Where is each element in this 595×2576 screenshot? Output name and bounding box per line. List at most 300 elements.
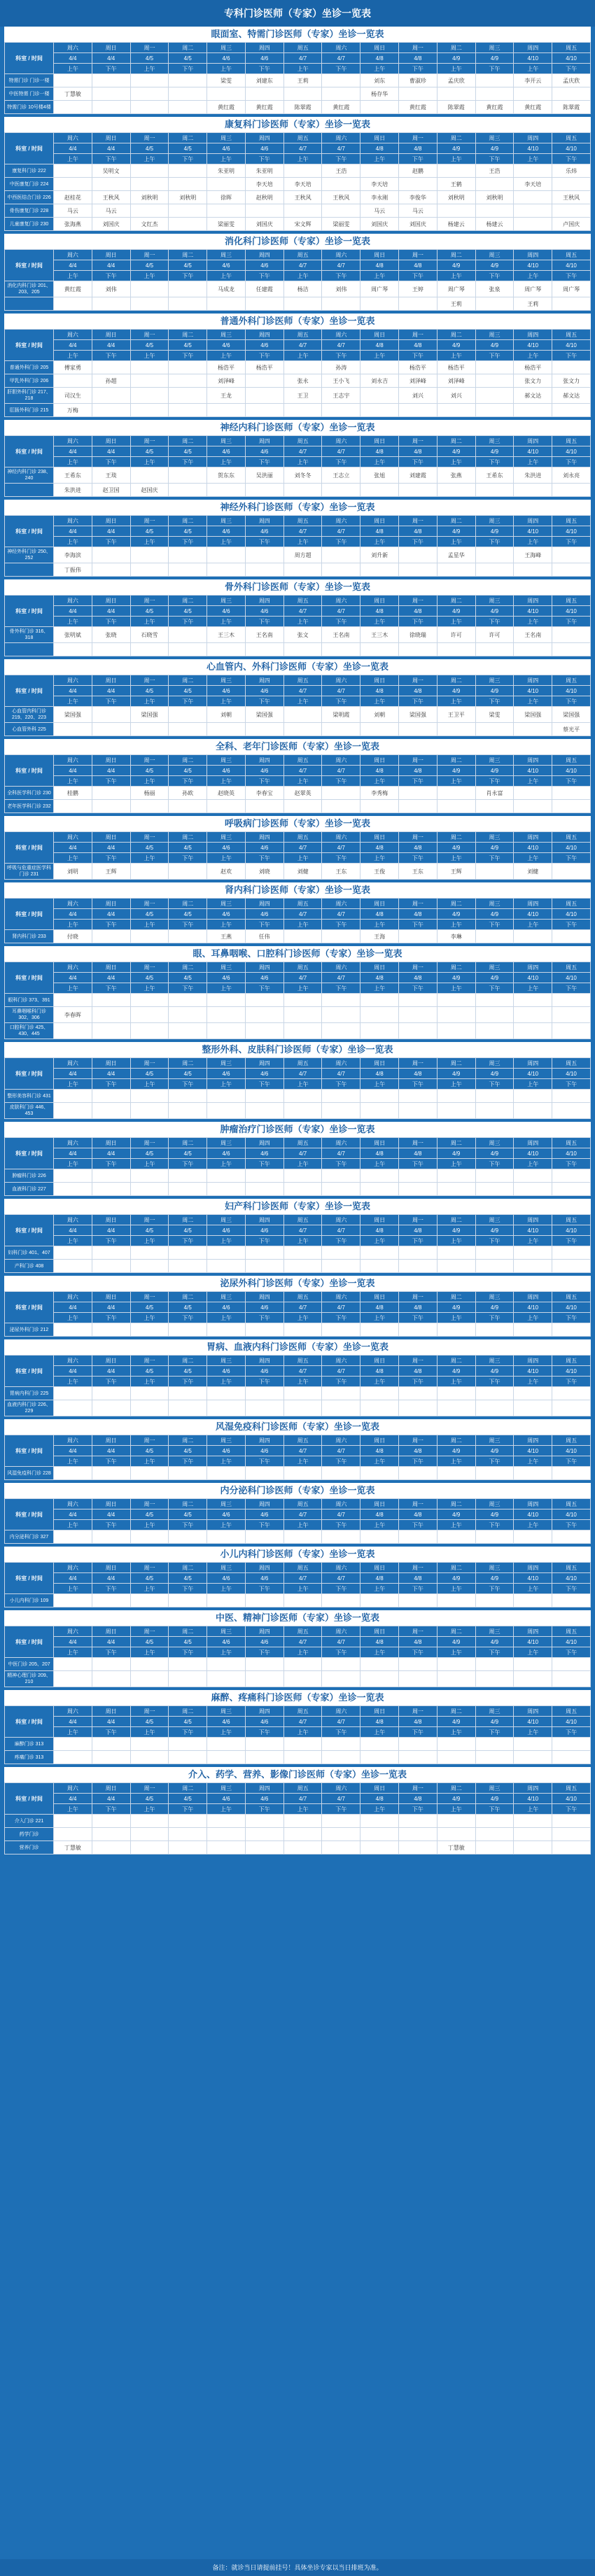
header-day-row bbox=[5, 250, 591, 260]
header-date: 4/4 bbox=[54, 1148, 92, 1159]
doctor-cell bbox=[514, 1246, 552, 1260]
room-name bbox=[5, 563, 54, 577]
doctor-cell: 李秀梅 bbox=[360, 787, 399, 800]
doctor-cell bbox=[552, 930, 591, 943]
header-date: 4/10 bbox=[514, 606, 552, 617]
header-day: 周六 bbox=[54, 832, 92, 843]
header-date-row bbox=[5, 53, 591, 64]
header-date: 4/6 bbox=[245, 973, 284, 983]
schedule-section bbox=[4, 314, 591, 420]
header-date: 4/5 bbox=[169, 1717, 207, 1727]
header-day: 周六 bbox=[322, 330, 360, 340]
doctor-cell bbox=[475, 1387, 514, 1400]
doctor-cell bbox=[360, 1007, 399, 1023]
header-day: 周日 bbox=[92, 899, 130, 909]
header-shift: 上午 bbox=[514, 1313, 552, 1323]
header-day-row bbox=[5, 1626, 591, 1637]
header-shift: 下午 bbox=[475, 1236, 514, 1246]
header-shift: 下午 bbox=[92, 1727, 130, 1738]
schedule-table bbox=[4, 754, 591, 813]
header-day: 周四 bbox=[245, 1783, 284, 1794]
doctor-cell bbox=[207, 1023, 246, 1039]
doctor-cell bbox=[245, 1594, 284, 1607]
doctor-cell bbox=[54, 1815, 92, 1828]
doctor-cell bbox=[130, 164, 169, 178]
header-day: 周一 bbox=[130, 133, 169, 143]
header-day: 周六 bbox=[322, 436, 360, 446]
header-day: 周二 bbox=[437, 1783, 475, 1794]
header-day: 周二 bbox=[437, 1706, 475, 1717]
header-date: 4/5 bbox=[130, 843, 169, 853]
header-date-row bbox=[5, 143, 591, 154]
header-date: 4/4 bbox=[54, 1509, 92, 1520]
header-date: 4/5 bbox=[130, 1148, 169, 1159]
header-date: 4/7 bbox=[284, 1573, 322, 1584]
header-day: 周日 bbox=[92, 832, 130, 843]
header-date: 4/4 bbox=[92, 1637, 130, 1647]
table-row bbox=[5, 1467, 591, 1480]
room-name: 精神心理门诊 209、210 bbox=[5, 1671, 54, 1687]
header-shift: 下午 bbox=[322, 617, 360, 627]
header-shift: 上午 bbox=[130, 1377, 169, 1387]
doctor-cell: 杨浩平 bbox=[207, 361, 246, 374]
doctor-cell bbox=[514, 800, 552, 813]
doctor-cell: 贺东东 bbox=[207, 467, 246, 484]
corner-cell: 科室 / 时间 bbox=[5, 1783, 54, 1815]
doctor-cell bbox=[284, 1738, 322, 1751]
header-day: 周日 bbox=[92, 596, 130, 606]
header-shift: 下午 bbox=[552, 537, 591, 547]
header-date: 4/5 bbox=[169, 1446, 207, 1456]
header-shift: 下午 bbox=[169, 1313, 207, 1323]
header-day: 周一 bbox=[130, 330, 169, 340]
header-shift-row bbox=[5, 983, 591, 994]
header-day: 周六 bbox=[322, 1215, 360, 1225]
header-day: 周三 bbox=[207, 250, 246, 260]
header-date: 4/4 bbox=[54, 1225, 92, 1236]
header-date: 4/4 bbox=[54, 340, 92, 351]
header-shift: 上午 bbox=[360, 1456, 399, 1467]
header-day-row bbox=[5, 675, 591, 686]
doctor-cell bbox=[245, 1671, 284, 1687]
header-shift: 下午 bbox=[399, 537, 438, 547]
header-shift: 上午 bbox=[437, 1584, 475, 1594]
doctor-cell bbox=[437, 1815, 475, 1828]
room-name: 普通外科门诊 205 bbox=[5, 361, 54, 374]
header-shift: 上午 bbox=[207, 64, 246, 74]
header-date: 4/4 bbox=[92, 1366, 130, 1377]
header-day: 周三 bbox=[475, 1499, 514, 1509]
header-shift: 上午 bbox=[130, 457, 169, 467]
header-date: 4/9 bbox=[475, 1794, 514, 1804]
header-date: 4/10 bbox=[552, 1637, 591, 1647]
header-shift: 下午 bbox=[245, 351, 284, 361]
doctor-cell bbox=[322, 1246, 360, 1260]
header-date: 4/5 bbox=[169, 1302, 207, 1313]
header-shift-row bbox=[5, 1584, 591, 1594]
table-row bbox=[5, 218, 591, 231]
table-row bbox=[5, 74, 591, 87]
header-date: 4/7 bbox=[284, 1225, 322, 1236]
header-shift: 上午 bbox=[437, 457, 475, 467]
header-day: 周一 bbox=[130, 1563, 169, 1573]
doctor-cell bbox=[245, 484, 284, 497]
doctor-cell bbox=[245, 1260, 284, 1273]
header-shift: 上午 bbox=[284, 271, 322, 281]
doctor-cell: 王浩 bbox=[322, 164, 360, 178]
doctor-cell: 梁国强 bbox=[514, 707, 552, 723]
doctor-cell: 刘建霞 bbox=[399, 467, 438, 484]
doctor-cell bbox=[284, 1828, 322, 1841]
doctor-cell bbox=[169, 87, 207, 101]
table-row bbox=[5, 204, 591, 218]
doctor-cell: 刘升新 bbox=[360, 547, 399, 563]
doctor-cell bbox=[92, 1658, 130, 1671]
header-date: 4/8 bbox=[360, 1225, 399, 1236]
header-day: 周五 bbox=[552, 330, 591, 340]
doctor-cell bbox=[130, 1323, 169, 1337]
header-day: 周五 bbox=[552, 1706, 591, 1717]
doctor-cell bbox=[322, 1260, 360, 1273]
header-date-row bbox=[5, 686, 591, 696]
section-title: 普通外科门诊医师（专家）坐诊一览表 bbox=[4, 314, 591, 329]
header-date: 4/4 bbox=[92, 973, 130, 983]
header-day: 周六 bbox=[54, 1215, 92, 1225]
doctor-cell bbox=[284, 1323, 322, 1337]
doctor-cell: 张燕 bbox=[437, 467, 475, 484]
header-date-row bbox=[5, 1717, 591, 1727]
room-name: 药学门诊 bbox=[5, 1828, 54, 1841]
doctor-cell bbox=[514, 1671, 552, 1687]
header-shift: 下午 bbox=[92, 1520, 130, 1530]
header-shift: 上午 bbox=[437, 1727, 475, 1738]
header-date: 4/10 bbox=[552, 1509, 591, 1520]
room-name: 肝胆外科门诊 217、218 bbox=[5, 388, 54, 404]
header-shift: 下午 bbox=[322, 1236, 360, 1246]
section-title: 康复科门诊医师（专家）坐诊一览表 bbox=[4, 117, 591, 132]
header-day: 周二 bbox=[437, 1215, 475, 1225]
schedule-section bbox=[4, 1483, 591, 1547]
doctor-cell: 王鹤 bbox=[437, 178, 475, 191]
doctor-cell bbox=[399, 1103, 438, 1119]
doctor-cell: 刘伟 bbox=[322, 281, 360, 297]
doctor-cell bbox=[475, 178, 514, 191]
header-shift: 下午 bbox=[552, 920, 591, 930]
doctor-cell bbox=[92, 1260, 130, 1273]
header-date: 4/8 bbox=[399, 53, 438, 64]
header-date: 4/9 bbox=[437, 260, 475, 271]
header-date: 4/4 bbox=[54, 973, 92, 983]
table-row bbox=[5, 484, 591, 497]
header-shift: 下午 bbox=[552, 457, 591, 467]
header-date: 4/5 bbox=[169, 843, 207, 853]
header-shift: 上午 bbox=[514, 1079, 552, 1090]
header-day: 周五 bbox=[552, 1783, 591, 1794]
header-day: 周一 bbox=[399, 1626, 438, 1637]
doctor-cell bbox=[514, 1103, 552, 1119]
header-day: 周日 bbox=[92, 1435, 130, 1446]
header-date: 4/9 bbox=[437, 1717, 475, 1727]
header-date: 4/5 bbox=[130, 909, 169, 920]
header-date: 4/7 bbox=[284, 1148, 322, 1159]
doctor-cell bbox=[475, 404, 514, 417]
doctor-cell bbox=[92, 643, 130, 656]
doctor-cell: 张明斌 bbox=[54, 627, 92, 643]
doctor-cell bbox=[360, 361, 399, 374]
schedule-table bbox=[4, 595, 591, 656]
schedule-section bbox=[4, 579, 591, 659]
doctor-cell: 刘国庆 bbox=[92, 218, 130, 231]
header-shift: 下午 bbox=[92, 1236, 130, 1246]
header-day: 周五 bbox=[552, 962, 591, 973]
doctor-cell bbox=[245, 994, 284, 1007]
header-shift: 下午 bbox=[552, 1079, 591, 1090]
table-row bbox=[5, 1841, 591, 1854]
header-date: 4/5 bbox=[169, 1069, 207, 1079]
header-day: 周四 bbox=[245, 43, 284, 53]
header-shift: 上午 bbox=[130, 1236, 169, 1246]
header-day: 周一 bbox=[399, 1435, 438, 1446]
doctor-cell bbox=[475, 723, 514, 736]
header-date: 4/7 bbox=[322, 909, 360, 920]
header-day: 周一 bbox=[399, 1706, 438, 1717]
header-date: 4/7 bbox=[322, 1302, 360, 1313]
doctor-cell bbox=[360, 1090, 399, 1103]
header-date: 4/6 bbox=[207, 143, 246, 154]
doctor-cell bbox=[245, 1387, 284, 1400]
header-shift-row bbox=[5, 1079, 591, 1090]
doctor-cell bbox=[92, 388, 130, 404]
header-date: 4/10 bbox=[514, 526, 552, 537]
header-shift: 上午 bbox=[284, 1727, 322, 1738]
doctor-cell bbox=[130, 1467, 169, 1480]
header-shift: 下午 bbox=[245, 1804, 284, 1815]
doctor-cell bbox=[475, 800, 514, 813]
room-name: 产科门诊 408 bbox=[5, 1260, 54, 1273]
doctor-cell bbox=[360, 1169, 399, 1183]
schedule-section bbox=[4, 1610, 591, 1690]
header-shift: 上午 bbox=[360, 920, 399, 930]
doctor-cell: 丁慧敏 bbox=[54, 87, 92, 101]
header-day: 周四 bbox=[514, 43, 552, 53]
doctor-cell bbox=[130, 1169, 169, 1183]
header-shift: 下午 bbox=[169, 1647, 207, 1658]
section-title: 心血管内、外科门诊医师（专家）坐诊一览表 bbox=[4, 659, 591, 675]
header-shift: 上午 bbox=[437, 351, 475, 361]
header-shift: 下午 bbox=[322, 64, 360, 74]
doctor-cell bbox=[207, 1183, 246, 1196]
header-shift: 上午 bbox=[514, 1584, 552, 1594]
doctor-cell: 陈翠霞 bbox=[284, 101, 322, 114]
doctor-cell bbox=[399, 1738, 438, 1751]
doctor-cell bbox=[360, 1400, 399, 1416]
doctor-cell bbox=[284, 1594, 322, 1607]
header-date: 4/6 bbox=[245, 1148, 284, 1159]
header-date: 4/7 bbox=[322, 766, 360, 776]
doctor-cell: 梁国强 bbox=[399, 707, 438, 723]
header-date: 4/6 bbox=[207, 1509, 246, 1520]
header-date: 4/10 bbox=[552, 1148, 591, 1159]
doctor-cell bbox=[130, 1751, 169, 1764]
header-day: 周二 bbox=[437, 133, 475, 143]
doctor-cell bbox=[245, 1103, 284, 1119]
doctor-cell: 桂鹏 bbox=[54, 787, 92, 800]
doctor-cell bbox=[437, 1594, 475, 1607]
doctor-cell bbox=[169, 1023, 207, 1039]
doctor-cell bbox=[92, 1671, 130, 1687]
header-day: 周四 bbox=[245, 596, 284, 606]
header-day: 周三 bbox=[475, 516, 514, 526]
doctor-cell: 刘秋明 bbox=[475, 191, 514, 204]
header-shift: 上午 bbox=[360, 1647, 399, 1658]
doctor-cell bbox=[207, 1090, 246, 1103]
doctor-cell bbox=[514, 1594, 552, 1607]
header-day: 周四 bbox=[514, 1499, 552, 1509]
doctor-cell bbox=[399, 1387, 438, 1400]
doctor-cell: 张文力 bbox=[552, 374, 591, 388]
header-day-row bbox=[5, 1138, 591, 1148]
doctor-cell bbox=[399, 87, 438, 101]
header-day: 周三 bbox=[207, 1292, 246, 1302]
doctor-cell bbox=[475, 204, 514, 218]
header-day: 周二 bbox=[437, 596, 475, 606]
header-shift: 下午 bbox=[245, 1236, 284, 1246]
doctor-cell: 王志宇 bbox=[322, 388, 360, 404]
doctor-cell bbox=[399, 1023, 438, 1039]
doctor-cell bbox=[245, 1751, 284, 1764]
doctor-cell bbox=[92, 1828, 130, 1841]
header-date: 4/10 bbox=[552, 1366, 591, 1377]
doctor-cell bbox=[360, 1260, 399, 1273]
doctor-cell bbox=[322, 643, 360, 656]
header-day: 周六 bbox=[54, 675, 92, 686]
table-row bbox=[5, 787, 591, 800]
header-shift: 下午 bbox=[399, 853, 438, 864]
header-day: 周二 bbox=[169, 1292, 207, 1302]
header-day: 周日 bbox=[360, 1563, 399, 1573]
doctor-cell bbox=[284, 1658, 322, 1671]
header-date: 4/7 bbox=[284, 606, 322, 617]
header-shift: 下午 bbox=[92, 920, 130, 930]
room-name: 耳鼻咽喉科门诊 302、306 bbox=[5, 1007, 54, 1023]
header-day: 周四 bbox=[245, 1292, 284, 1302]
header-day: 周日 bbox=[92, 250, 130, 260]
doctor-cell: 刘伟 bbox=[92, 281, 130, 297]
doctor-cell bbox=[514, 1090, 552, 1103]
header-day: 周四 bbox=[514, 755, 552, 766]
header-shift: 下午 bbox=[399, 1236, 438, 1246]
doctor-cell bbox=[284, 1023, 322, 1039]
doctor-cell bbox=[399, 297, 438, 311]
header-shift: 下午 bbox=[552, 1456, 591, 1467]
doctor-cell: 马云 bbox=[92, 204, 130, 218]
header-date: 4/10 bbox=[552, 973, 591, 983]
doctor-cell bbox=[552, 1530, 591, 1544]
header-date: 4/5 bbox=[130, 1366, 169, 1377]
doctor-cell bbox=[54, 1260, 92, 1273]
header-day: 周六 bbox=[54, 1435, 92, 1446]
doctor-cell bbox=[169, 1658, 207, 1671]
doctor-cell: 张文 bbox=[284, 627, 322, 643]
header-shift: 下午 bbox=[322, 1520, 360, 1530]
header-date: 4/7 bbox=[284, 1717, 322, 1727]
doctor-cell bbox=[514, 1658, 552, 1671]
doctor-cell: 万梅 bbox=[54, 404, 92, 417]
header-date: 4/8 bbox=[399, 1446, 438, 1456]
header-day: 周二 bbox=[437, 1563, 475, 1573]
room-name: 呼吸与危重症医学科门诊 231 bbox=[5, 864, 54, 880]
header-date-row bbox=[5, 1794, 591, 1804]
doctor-cell: 刘兴 bbox=[399, 388, 438, 404]
doctor-cell bbox=[475, 1751, 514, 1764]
header-shift: 上午 bbox=[437, 1079, 475, 1090]
doctor-cell bbox=[130, 178, 169, 191]
doctor-cell bbox=[360, 1594, 399, 1607]
doctor-cell bbox=[437, 164, 475, 178]
header-date: 4/7 bbox=[322, 686, 360, 696]
header-date: 4/9 bbox=[437, 1069, 475, 1079]
header-shift: 上午 bbox=[54, 351, 92, 361]
doctor-cell bbox=[207, 563, 246, 577]
doctor-cell: 宋文辉 bbox=[284, 218, 322, 231]
header-shift: 下午 bbox=[475, 64, 514, 74]
header-shift: 下午 bbox=[399, 920, 438, 930]
room-name: 消化内科门诊 201、203、205 bbox=[5, 281, 54, 297]
header-shift: 下午 bbox=[92, 1804, 130, 1815]
header-day: 周二 bbox=[169, 1215, 207, 1225]
header-date: 4/9 bbox=[475, 1573, 514, 1584]
header-shift: 下午 bbox=[245, 154, 284, 164]
header-day-row bbox=[5, 962, 591, 973]
table-row bbox=[5, 643, 591, 656]
doctor-cell: 杨浩平 bbox=[437, 361, 475, 374]
header-date: 4/5 bbox=[130, 53, 169, 64]
doctor-cell bbox=[322, 178, 360, 191]
doctor-cell bbox=[514, 87, 552, 101]
doctor-cell bbox=[437, 484, 475, 497]
doctor-cell bbox=[54, 101, 92, 114]
header-date: 4/7 bbox=[322, 1573, 360, 1584]
header-shift: 下午 bbox=[322, 351, 360, 361]
header-shift: 下午 bbox=[92, 537, 130, 547]
header-day: 周六 bbox=[322, 1563, 360, 1573]
doctor-cell bbox=[92, 297, 130, 311]
header-date: 4/10 bbox=[552, 766, 591, 776]
doctor-cell: 吴洪丽 bbox=[245, 467, 284, 484]
header-date: 4/4 bbox=[54, 606, 92, 617]
header-shift: 下午 bbox=[552, 154, 591, 164]
header-shift: 上午 bbox=[514, 457, 552, 467]
header-day: 周六 bbox=[322, 43, 360, 53]
schedule-section bbox=[4, 1419, 591, 1483]
doctor-cell bbox=[54, 800, 92, 813]
header-date: 4/5 bbox=[169, 973, 207, 983]
header-day: 周四 bbox=[514, 962, 552, 973]
doctor-cell: 王秋风 bbox=[552, 191, 591, 204]
header-day: 周六 bbox=[54, 596, 92, 606]
header-day: 周日 bbox=[360, 596, 399, 606]
header-shift: 上午 bbox=[54, 457, 92, 467]
room-name: 整形美容科门诊 431 bbox=[5, 1090, 54, 1103]
doctor-cell bbox=[360, 994, 399, 1007]
doctor-cell bbox=[437, 1323, 475, 1337]
header-day: 周一 bbox=[399, 436, 438, 446]
header-day-row bbox=[5, 1706, 591, 1717]
header-day: 周五 bbox=[552, 1626, 591, 1637]
doctor-cell bbox=[54, 1530, 92, 1544]
header-shift: 下午 bbox=[169, 351, 207, 361]
header-date: 4/9 bbox=[475, 526, 514, 537]
